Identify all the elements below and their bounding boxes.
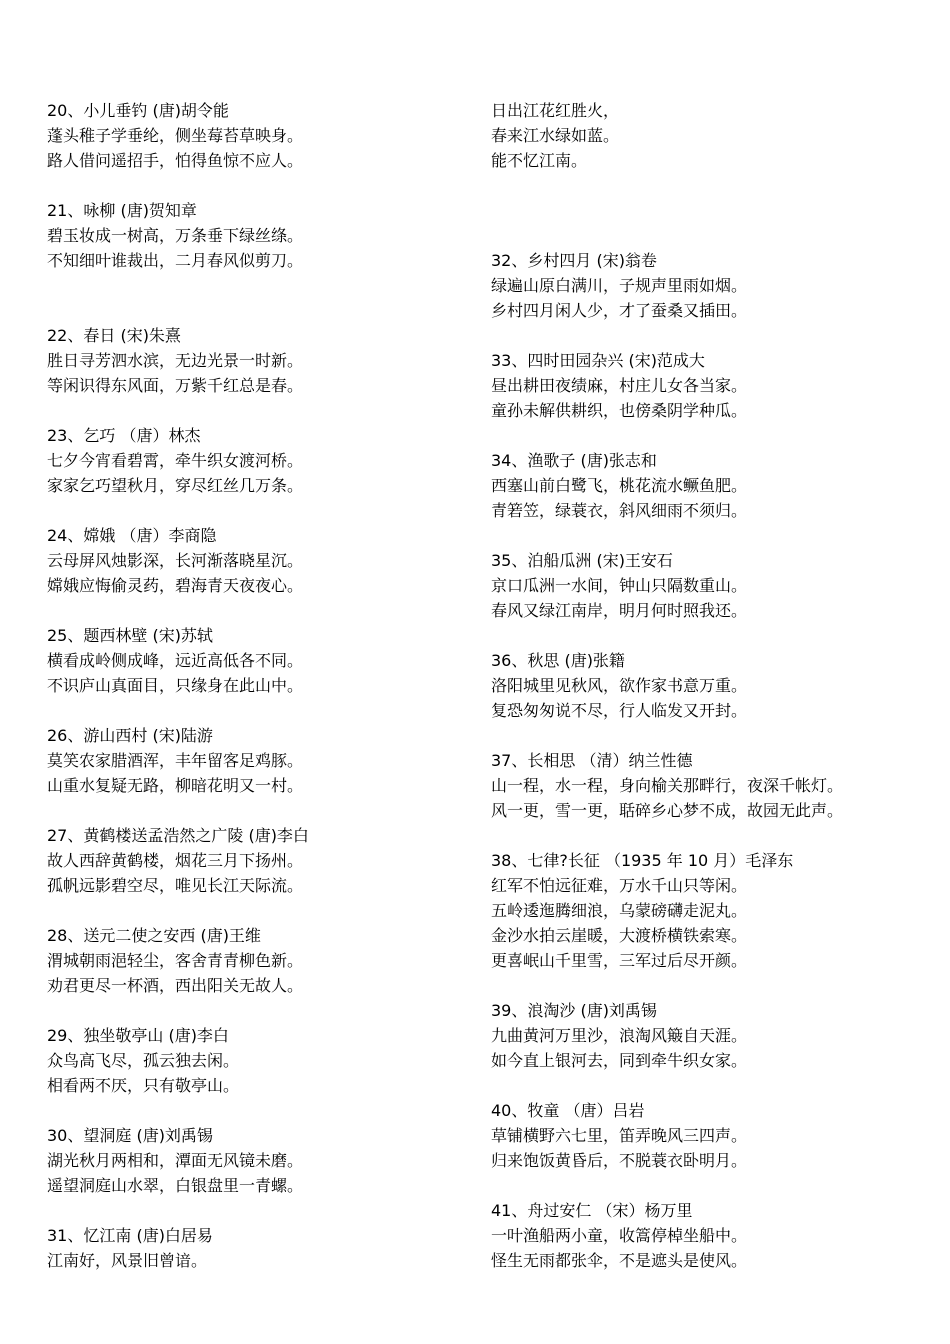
poem-title: 40、牧童 （唐）吕岩 — [491, 1101, 645, 1120]
poem-line: 复恐匆匆说不尽，行人临发又开封。 — [491, 701, 748, 720]
poem-line: 云母屏风烛影深，长河渐落晓星沉。 — [47, 551, 304, 570]
poem-line: 渭城朝雨浥轻尘，客舍青青柳色新。 — [47, 951, 304, 970]
poem-line: 风一更，雪一更，聒碎乡心梦不成，故园无此声。 — [491, 801, 844, 820]
poem-line: 京口瓜洲一水间，钟山只隔数重山。 — [491, 576, 748, 595]
poem-line: 遥望洞庭山水翠，白银盘里一青螺。 — [47, 1176, 304, 1195]
poem-line: 路人借问遥招手，怕得鱼惊不应人。 — [47, 151, 304, 170]
poem-line: 横看成岭侧成峰，远近高低各不同。 — [47, 651, 304, 670]
poem-line: 劝君更尽一杯酒，西出阳关无故人。 — [47, 976, 304, 995]
poem-title: 23、乞巧 （唐）林杰 — [47, 426, 201, 445]
poem-title: 33、四时田园杂兴 (宋)范成大 — [491, 351, 705, 370]
poem-line: 七夕今宵看碧霄，牵牛织女渡河桥。 — [47, 451, 304, 470]
poem-line: 乡村四月闲人少，才了蚕桑又插田。 — [491, 301, 748, 320]
poem-title: 24、嫦娥 （唐）李商隐 — [47, 526, 217, 545]
poem-line: 不识庐山真面目，只缘身在此山中。 — [47, 676, 304, 695]
poem-line: 如今直上银河去，同到牵牛织女家。 — [491, 1051, 748, 1070]
poem-line: 家家乞巧望秋月，穿尽红丝几万条。 — [47, 476, 304, 495]
poem-title: 31、忆江南 (唐)白居易 — [47, 1226, 213, 1245]
poem-line: 山重水复疑无路，柳暗花明又一村。 — [47, 776, 304, 795]
poem-line: 江南好，风景旧曾谙。 — [47, 1251, 208, 1270]
poem-title: 38、七律?长征 （1935 年 10 月）毛泽东 — [491, 851, 794, 870]
poem-line: 故人西辞黄鹤楼，烟花三月下扬州。 — [47, 851, 304, 870]
poem-line: 更喜岷山千里雪，三军过后尽开颜。 — [491, 951, 748, 970]
poem-line: 众鸟高飞尽，孤云独去闲。 — [47, 1051, 240, 1070]
poem-line: 相看两不厌，只有敬亭山。 — [47, 1076, 240, 1095]
poem-line: 怪生无雨都张伞，不是遮头是使风。 — [491, 1251, 748, 1270]
poem-title: 21、咏柳 (唐)贺知章 — [47, 201, 197, 220]
poem-line: 孤帆远影碧空尽，唯见长江天际流。 — [47, 876, 304, 895]
poem-line: 红军不怕远征难，万水千山只等闲。 — [491, 876, 748, 895]
poem-title: 27、黄鹤楼送孟浩然之广陵 (唐)李白 — [47, 826, 309, 845]
poem-line: 九曲黄河万里沙，浪淘风簸自天涯。 — [491, 1026, 748, 1045]
poem-title: 36、秋思 (唐)张籍 — [491, 651, 625, 670]
poem-title: 34、渔歌子 (唐)张志和 — [491, 451, 657, 470]
poem-title: 28、送元二使之安西 (唐)王维 — [47, 926, 261, 945]
poem-line: 昼出耕田夜绩麻，村庄儿女各当家。 — [491, 376, 748, 395]
poem-line: 日出江花红胜火， — [491, 101, 620, 120]
poem-line: 等闲识得东风面，万紫千红总是春。 — [47, 376, 304, 395]
poem-title: 29、独坐敬亭山 (唐)李白 — [47, 1026, 229, 1045]
poem-title: 32、乡村四月 (宋)翁卷 — [491, 251, 657, 270]
poem-title: 20、小儿垂钓 (唐)胡令能 — [47, 101, 229, 120]
poem-line: 金沙水拍云崖暖，大渡桥横铁索寒。 — [491, 926, 748, 945]
poem-line: 洛阳城里见秋风，欲作家书意万重。 — [491, 676, 748, 695]
poem-title: 35、泊船瓜洲 (宋)王安石 — [491, 551, 673, 570]
poem-line: 青箬笠，绿蓑衣，斜风细雨不须归。 — [491, 501, 748, 520]
poem-line: 童孙未解供耕织，也傍桑阴学种瓜。 — [491, 401, 748, 420]
poem-line: 湖光秋月两相和，潭面无风镜未磨。 — [47, 1151, 304, 1170]
poem-line: 西塞山前白鹭飞，桃花流水鳜鱼肥。 — [491, 476, 748, 495]
poem-line: 绿遍山原白满川，子规声里雨如烟。 — [491, 276, 748, 295]
poem-title: 26、游山西村 (宋)陆游 — [47, 726, 213, 745]
poem-title: 39、浪淘沙 (唐)刘禹锡 — [491, 1001, 657, 1020]
poem-title: 30、望洞庭 (唐)刘禹锡 — [47, 1126, 213, 1145]
poem-line: 碧玉妆成一树高，万条垂下绿丝绦。 — [47, 226, 304, 245]
poem-line: 能不忆江南。 — [491, 151, 588, 170]
poem-line: 莫笑农家腊酒浑，丰年留客足鸡豚。 — [47, 751, 304, 770]
poem-line: 不知细叶谁裁出，二月春风似剪刀。 — [47, 251, 304, 270]
poem-line: 嫦娥应悔偷灵药，碧海青天夜夜心。 — [47, 576, 304, 595]
poem-title: 37、长相思 （清）纳兰性德 — [491, 751, 693, 770]
poem-line: 草铺横野六七里，笛弄晚风三四声。 — [491, 1126, 748, 1145]
poem-line: 蓬头稚子学垂纶，侧坐莓苔草映身。 — [47, 126, 304, 145]
poem-title: 22、春日 (宋)朱熹 — [47, 326, 181, 345]
poem-line: 胜日寻芳泗水滨，无边光景一时新。 — [47, 351, 304, 370]
poem-line: 五岭逶迤腾细浪，乌蒙磅礴走泥丸。 — [491, 901, 748, 920]
poem-line: 归来饱饭黄昏后，不脱蓑衣卧明月。 — [491, 1151, 748, 1170]
poem-title: 41、舟过安仁 （宋）杨万里 — [491, 1201, 693, 1220]
poem-line: 春风又绿江南岸，明月何时照我还。 — [491, 601, 748, 620]
poem-line: 一叶渔船两小童，收篙停棹坐船中。 — [491, 1226, 748, 1245]
poem-title: 25、题西林壁 (宋)苏轼 — [47, 626, 213, 645]
poem-line: 山一程，水一程，身向榆关那畔行，夜深千帐灯。 — [491, 776, 844, 795]
poem-line: 春来江水绿如蓝。 — [491, 126, 620, 145]
